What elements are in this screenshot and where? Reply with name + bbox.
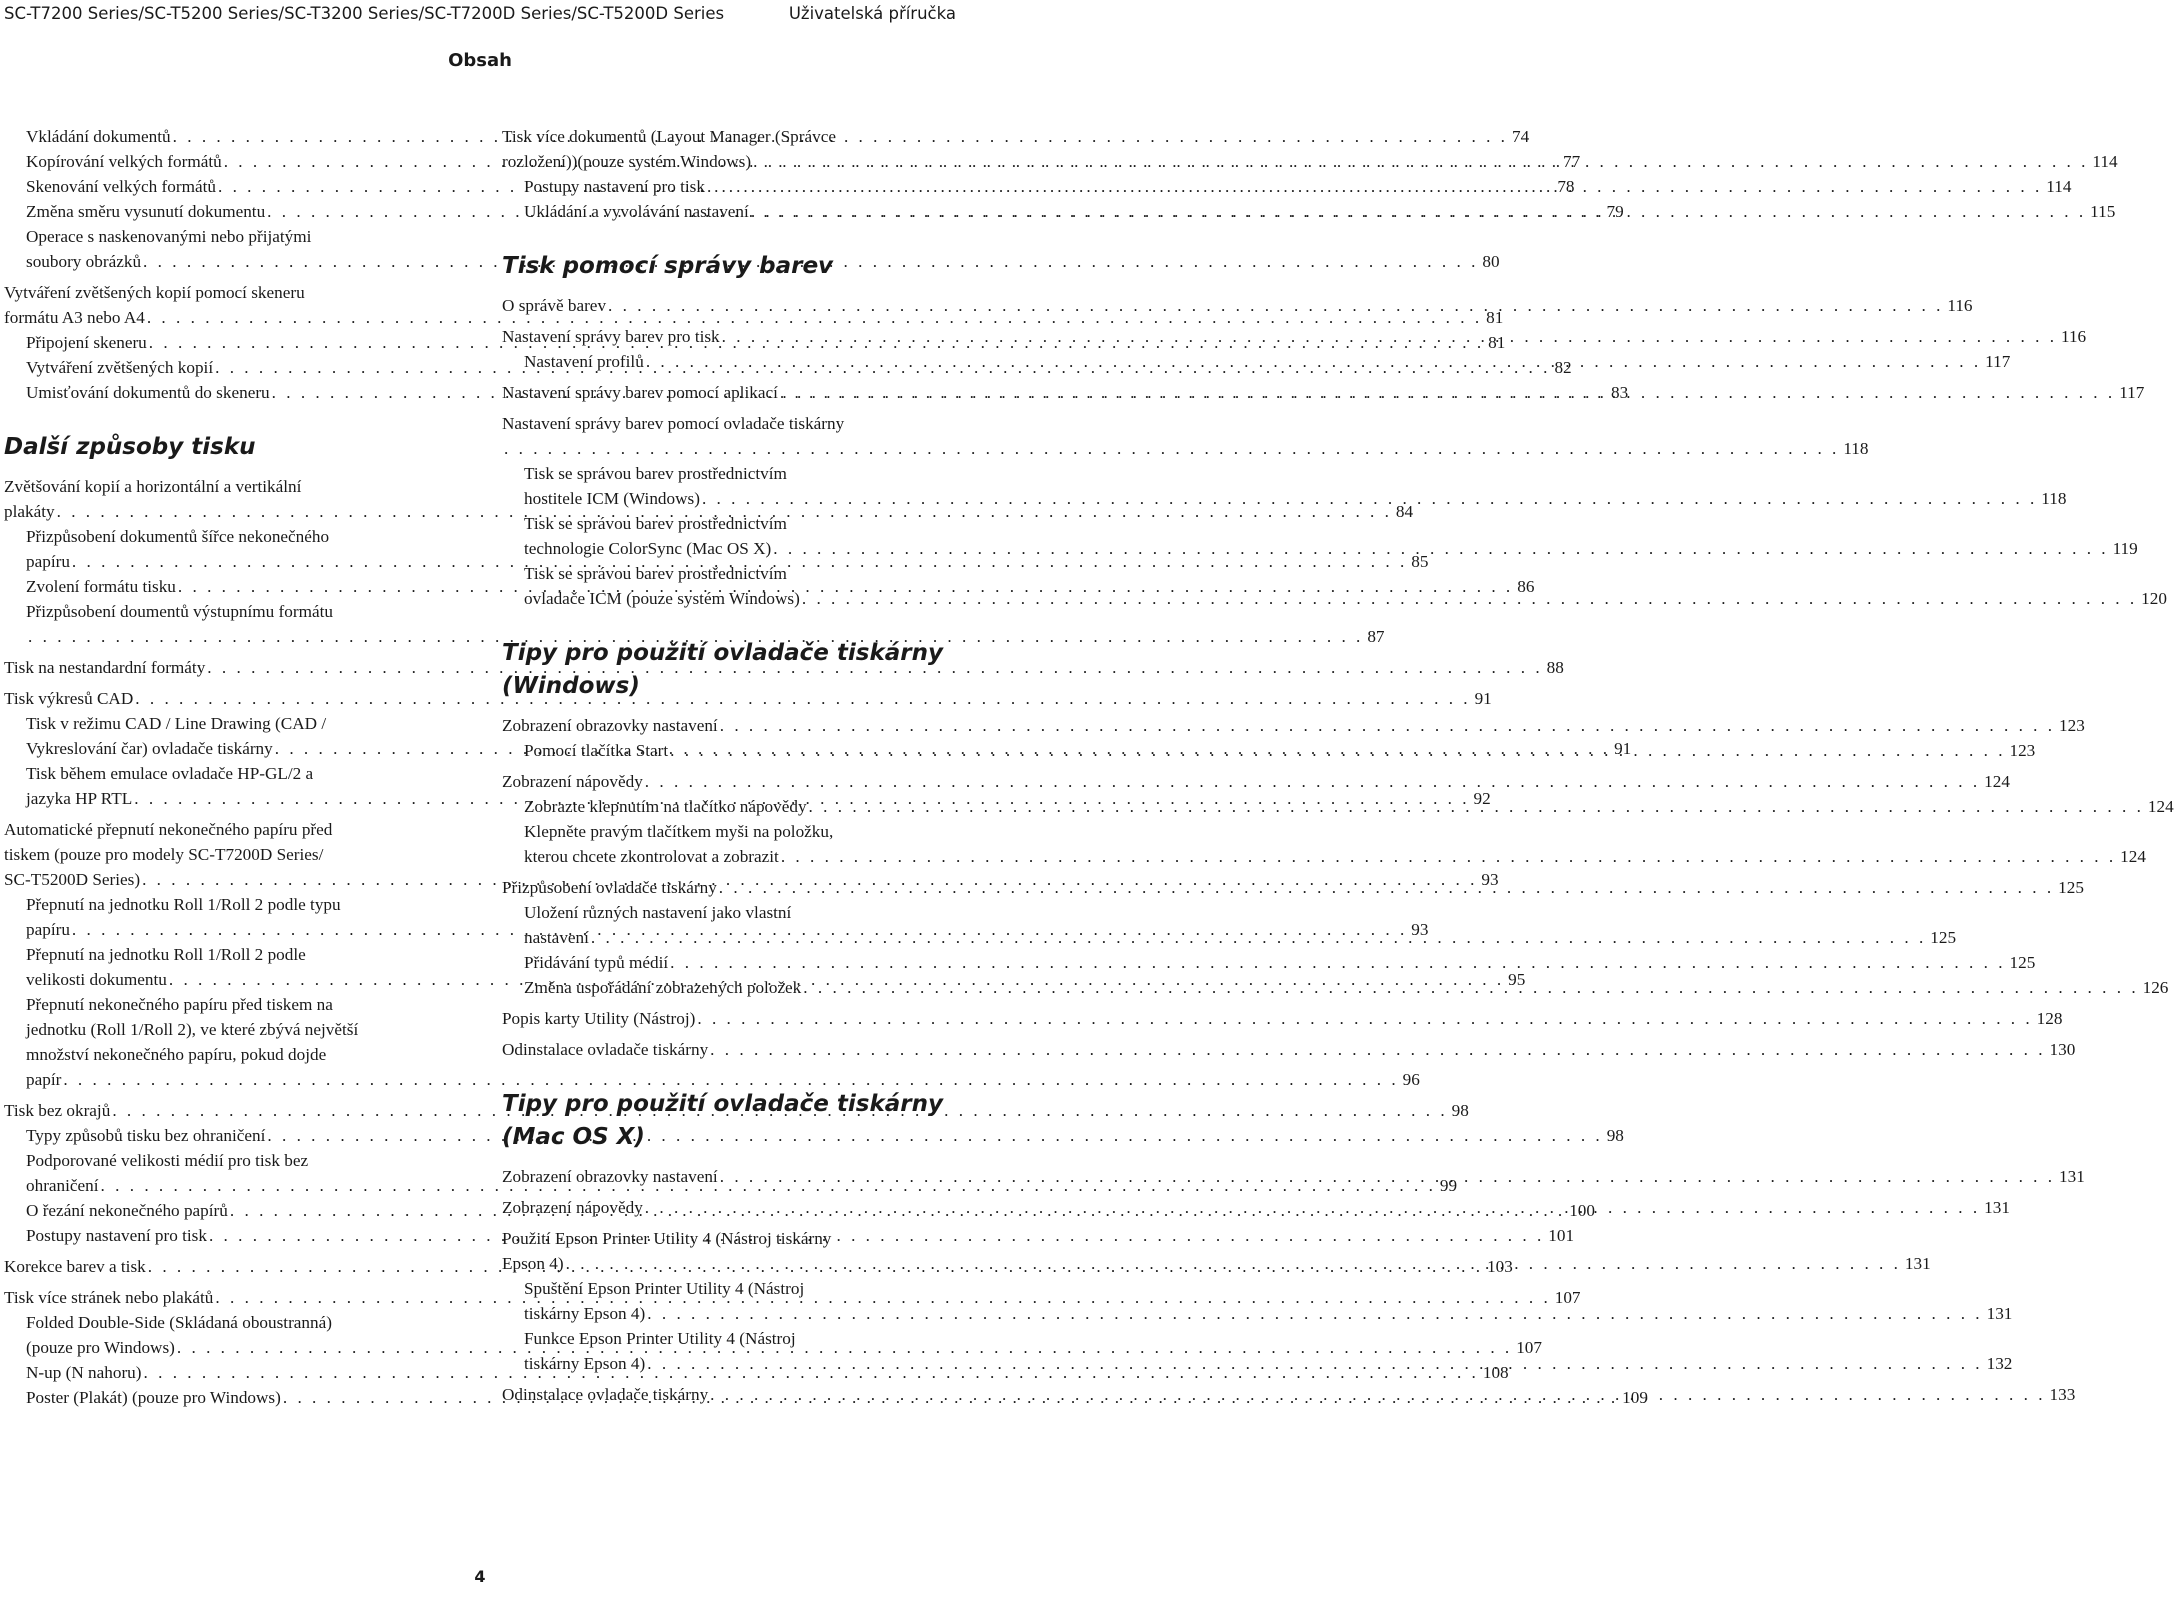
entry-page-number: 114 bbox=[2046, 177, 2072, 196]
entry-page-number: 107 bbox=[1516, 1338, 1542, 1357]
entry-title: nastavení bbox=[524, 928, 589, 947]
entry-title: hostitele ICM (Windows) bbox=[524, 489, 700, 508]
heading-line: Tipy pro použití ovladače tiskárny bbox=[502, 640, 943, 666]
entry-title: Popis karty Utility (Nástroj) bbox=[502, 1009, 696, 1028]
entry-page-number: 101 bbox=[1548, 1226, 1575, 1245]
entry-page-number: 131 bbox=[2059, 1167, 2085, 1186]
entry-title: SC-T5200D Series) bbox=[4, 870, 141, 889]
entry-text-line: Nastavení správy barev pomocí ovladače tiskárny bbox=[502, 414, 845, 433]
entry-leader-line bbox=[502, 436, 1869, 461]
entry-page-number: 115 bbox=[2090, 202, 2116, 221]
entry-page-number: 93 bbox=[1481, 870, 1499, 889]
entry-page-number: 126 bbox=[2142, 978, 2169, 997]
dot-leader bbox=[773, 536, 2108, 561]
entry-title: Tisk více stránek nebo plakátů bbox=[4, 1288, 214, 1307]
entry-page-number: 124 bbox=[2120, 847, 2146, 866]
entry-page-number: 131 bbox=[1986, 1304, 2013, 1323]
dot-leader bbox=[645, 1195, 1980, 1220]
entry-title: Přizpůsobení ovladače tiskárny bbox=[502, 878, 717, 897]
entry-title: Vykreslování čar) ovladače tiskárny bbox=[26, 739, 273, 758]
dot-leader bbox=[720, 713, 2055, 738]
entry-leader-line bbox=[26, 1067, 1420, 1092]
dot-leader bbox=[697, 1006, 2032, 1031]
entry-text-line: Tisk se správou barev prostřednictvím bbox=[524, 564, 787, 583]
entry-text-line: Přepnutí na jednotku Roll 1/Roll 2 podle typu bbox=[26, 895, 341, 914]
heading-line: Tisk pomocí správy barev bbox=[502, 253, 834, 279]
entry-page-number: 84 bbox=[1395, 502, 1414, 521]
entry-text-line: Přizpůsobení doumentů výstupnímu formátu bbox=[26, 602, 333, 621]
entry-title: Kopírování velkých formátů bbox=[26, 152, 222, 171]
entry-text-line: množství nekonečného papíru, pokud dojde bbox=[26, 1045, 327, 1064]
toc-entry[interactable] bbox=[502, 411, 1869, 461]
section-title: Obsah bbox=[448, 50, 512, 71]
entry-title: Epson 4) bbox=[502, 1254, 564, 1273]
entry-text-line: Funkce Epson Printer Utility 4 (Nástroj bbox=[524, 1329, 796, 1348]
dot-leader bbox=[710, 1382, 2045, 1407]
entry-title: Nastavení správy barev pro tisk bbox=[502, 327, 720, 346]
entry-text-line: Spuštění Epson Printer Utility 4 (Nástroj bbox=[524, 1279, 805, 1298]
entry-page-number: 88 bbox=[1546, 658, 1564, 677]
entry-page-number: 85 bbox=[1411, 552, 1429, 571]
toc-entry[interactable] bbox=[502, 769, 2010, 794]
entry-leader-line bbox=[502, 769, 2010, 794]
dot-leader bbox=[608, 293, 1943, 318]
entry-page-number: 109 bbox=[1622, 1388, 1648, 1407]
toc-entry[interactable] bbox=[4, 655, 1564, 680]
entry-title: N-up (N nahoru) bbox=[26, 1363, 142, 1382]
entry-text-line: Uložení různých nastavení jako vlastní bbox=[524, 903, 792, 922]
entry-title: Zobrazení obrazovky nastavení bbox=[502, 716, 718, 735]
dot-leader bbox=[591, 925, 1926, 950]
entry-title: Skenování velkých formátů bbox=[26, 177, 216, 196]
entry-text-line: tiskem (pouze pro modely SC-T7200D Series/ bbox=[4, 845, 324, 864]
entry-page-number: 125 bbox=[2009, 953, 2036, 972]
toc-chapter-heading bbox=[4, 431, 456, 464]
entry-leader-line bbox=[524, 486, 2067, 511]
entry-text-line: Vytváření zvětšených kopií pomocí skeneru bbox=[4, 283, 305, 302]
entry-page-number: 74 bbox=[1511, 127, 1530, 146]
entry-page-number: 107 bbox=[1554, 1288, 1581, 1307]
toc-entry[interactable] bbox=[502, 1037, 2076, 1062]
entry-page-number: 118 bbox=[2041, 489, 2067, 508]
entry-title: Korekce barev a tisk bbox=[4, 1257, 146, 1276]
entry-title: Zobrazení nápovědy bbox=[502, 772, 643, 791]
entry-page-number: 117 bbox=[1985, 352, 2011, 371]
entry-title: Zobrazte klepnutím na tlačítko nápovědy bbox=[524, 797, 807, 816]
entry-title: plakáty bbox=[4, 502, 55, 521]
entry-title: Přidávání typů médií bbox=[524, 953, 669, 972]
entry-title: rozložení))(pouze systém Windows) bbox=[502, 152, 752, 171]
running-header bbox=[0, 0, 960, 30]
dot-leader bbox=[802, 586, 2137, 611]
entry-page-number: 117 bbox=[2119, 383, 2145, 402]
entry-title: jazyka HP RTL bbox=[26, 789, 133, 808]
entry-page-number: 131 bbox=[1984, 1198, 2010, 1217]
entry-page-number: 83 bbox=[1610, 383, 1629, 402]
entry-page-number: 123 bbox=[2009, 741, 2036, 760]
dot-leader bbox=[809, 794, 2144, 819]
header-guide-title: Uživatelská příručka bbox=[788, 4, 956, 23]
dot-leader bbox=[670, 738, 2005, 763]
entry-page-number: 99 bbox=[1439, 1176, 1458, 1195]
entry-page-number: 98 bbox=[1451, 1101, 1469, 1120]
entry-page-number: 123 bbox=[2059, 716, 2085, 735]
entry-title: tiskárny Epson 4) bbox=[524, 1354, 646, 1373]
entry-page-number: 124 bbox=[1984, 772, 2010, 791]
entry-page-number: 80 bbox=[1482, 252, 1500, 271]
entry-text-line: Přepnutí nekonečného papíru před tiskem na bbox=[26, 995, 333, 1014]
entry-title: Změna uspořádání zobrazených položek bbox=[524, 978, 802, 997]
entry-title: Odinstalace ovladače tiskárny bbox=[502, 1385, 709, 1404]
entry-title: Umisťování dokumentů do skeneru bbox=[26, 383, 270, 402]
dot-leader bbox=[566, 1251, 1901, 1276]
entry-title: (pouze pro Windows) bbox=[26, 1338, 175, 1357]
entry-page-number: 125 bbox=[2058, 878, 2084, 897]
entry-title: papíru bbox=[26, 920, 70, 939]
entry-text-line: Klepněte pravým tlačítkem myši na položku, bbox=[524, 822, 834, 841]
toc-subentry[interactable] bbox=[502, 950, 2036, 975]
entry-page-number: 95 bbox=[1508, 970, 1526, 989]
heading-line: Další způsoby tisku bbox=[4, 434, 256, 460]
entry-leader-line bbox=[26, 624, 1385, 649]
entry-text-line: Přepnutí na jednotku Roll 1/Roll 2 podle bbox=[26, 945, 306, 964]
dot-leader bbox=[719, 875, 2054, 900]
entry-page-number: 130 bbox=[2049, 1040, 2076, 1059]
entry-page-number: 98 bbox=[1606, 1126, 1624, 1145]
entry-text-line: Automatické přepnutí nekonečného papíru před bbox=[4, 820, 333, 839]
entry-title: Pomocí tlačítka Start bbox=[524, 741, 669, 760]
entry-text-line: Použití Epson Printer Utility 4 (Nástroj tiskárny bbox=[502, 1229, 832, 1248]
dot-leader bbox=[645, 769, 1980, 794]
entry-text-line: Tisk v režimu CAD / Line Drawing (CAD / bbox=[26, 714, 327, 733]
dot-leader bbox=[702, 486, 2037, 511]
dot-leader bbox=[707, 174, 2042, 199]
dot-leader bbox=[646, 349, 1981, 374]
entry-title: formátu A3 nebo A4 bbox=[4, 308, 145, 327]
entry-title: Nastavení správy barev pomocí aplikací bbox=[502, 383, 778, 402]
entry-title: O správě barev bbox=[502, 296, 607, 315]
entry-title: technologie ColorSync (Mac OS X) bbox=[524, 539, 772, 558]
heading-line: (Windows) bbox=[502, 673, 640, 699]
entry-title: Zobrazení obrazovky nastavení bbox=[502, 1167, 718, 1186]
dot-leader bbox=[710, 1037, 2045, 1062]
entry-text-line: jednotku (Roll 1/Roll 2), ve které zbývá největší bbox=[26, 1020, 359, 1039]
dot-leader bbox=[781, 844, 2116, 869]
entry-page-number: 96 bbox=[1402, 1070, 1420, 1089]
entry-leader-line bbox=[502, 1037, 2076, 1062]
page-number: 4 bbox=[474, 1567, 486, 1586]
entry-page-number: 79 bbox=[1606, 202, 1624, 221]
header-product-series: SC-T7200 Series/SC-T5200 Series/SC-T3200 Series/SC-T7200D Series/SC-T5200D Series bbox=[4, 4, 725, 23]
entry-page-number: 125 bbox=[1930, 928, 1957, 947]
entry-page-number: 100 bbox=[1569, 1201, 1595, 1220]
entry-page-number: 81 bbox=[1488, 333, 1506, 352]
entry-title: Nastavení profilů bbox=[524, 352, 644, 371]
entry-title: papíru bbox=[26, 552, 70, 571]
entry-leader-line bbox=[502, 713, 2085, 738]
entry-page-number: 133 bbox=[2049, 1385, 2076, 1404]
entry-leader-line bbox=[4, 655, 1564, 680]
entry-page-number: 92 bbox=[1473, 789, 1491, 808]
entry-page-number: 124 bbox=[2147, 797, 2174, 816]
entry-title: Změna směru vysunutí dokumentu bbox=[26, 202, 266, 221]
entry-title: Typy způsobů tisku bez ohraničení bbox=[26, 1126, 266, 1145]
entry-title: Vkládání dokumentů bbox=[26, 127, 171, 146]
entry-page-number: 91 bbox=[1474, 689, 1492, 708]
entry-page-number: 118 bbox=[1843, 439, 1869, 458]
entry-page-number: 132 bbox=[1986, 1354, 2013, 1373]
dot-leader bbox=[753, 149, 2088, 174]
entry-page-number: 93 bbox=[1411, 920, 1429, 939]
toc-chapter-heading bbox=[502, 1088, 954, 1154]
entry-leader-line bbox=[502, 1006, 2063, 1031]
entry-title: O řezání nekonečného papírů bbox=[26, 1201, 228, 1220]
entry-text-line: Podporované velikosti médií pro tisk bez bbox=[26, 1151, 309, 1170]
entry-text-line: Přizpůsobení dokumentů šířce nekonečného bbox=[26, 527, 330, 546]
entry-title: Poster (Plakát) (pouze pro Windows) bbox=[26, 1388, 281, 1407]
dot-leader bbox=[670, 950, 2005, 975]
entry-title: Zobrazení nápovědy bbox=[502, 1198, 643, 1217]
entry-page-number: 119 bbox=[2112, 539, 2138, 558]
dot-leader bbox=[647, 1301, 1982, 1326]
entry-page-number: 103 bbox=[1487, 1257, 1513, 1276]
entry-title: Odinstalace ovladače tiskárny bbox=[502, 1040, 709, 1059]
dot-leader bbox=[722, 324, 2057, 349]
entry-title: Postupy nastavení pro tisk bbox=[26, 1226, 207, 1245]
entry-leader-line bbox=[524, 1301, 2013, 1326]
entry-title: tiskárny Epson 4) bbox=[524, 1304, 646, 1323]
entry-page-number: 114 bbox=[2092, 152, 2118, 171]
dot-leader bbox=[647, 1351, 1982, 1376]
entry-text-line: Tisk během emulace ovladače HP-GL/2 a bbox=[26, 764, 314, 783]
toc-chapter-heading bbox=[502, 250, 954, 283]
entry-leader-line bbox=[524, 536, 2138, 561]
dot-leader bbox=[751, 199, 2086, 224]
entry-page-number: 120 bbox=[2141, 589, 2167, 608]
entry-page-number: 108 bbox=[1482, 1363, 1509, 1382]
heading-line: (Mac OS X) bbox=[502, 1124, 645, 1150]
entry-leader-line bbox=[524, 950, 2036, 975]
entry-page-number: 81 bbox=[1486, 308, 1504, 327]
entry-title: soubory obrázků bbox=[26, 252, 142, 271]
entry-text-line: Tisk se správou barev prostřednictvím bbox=[524, 514, 787, 533]
entry-title: papír bbox=[26, 1070, 62, 1089]
entry-text-line: Folded Double-Side (Skládaná oboustranná) bbox=[26, 1313, 332, 1332]
dot-leader bbox=[720, 1164, 2055, 1189]
toc-subentry[interactable] bbox=[4, 599, 1385, 649]
heading-line: Tipy pro použití ovladače tiskárny bbox=[502, 1091, 943, 1117]
entry-title: Ukládání a vyvolávání nastavení bbox=[524, 202, 749, 221]
toc-chapter-heading bbox=[502, 637, 954, 703]
entry-title: Tisk bez okrajů bbox=[4, 1101, 111, 1120]
entry-page-number: 82 bbox=[1554, 358, 1572, 377]
entry-text-line: Operace s naskenovanými nebo přijatými bbox=[26, 227, 312, 246]
entry-page-number: 116 bbox=[2060, 327, 2087, 346]
entry-title: velikosti dokumentu bbox=[26, 970, 167, 989]
toc-subentry[interactable] bbox=[502, 819, 2146, 869]
entry-text-line: Tisk se správou barev prostřednictvím bbox=[524, 464, 787, 483]
entry-title: ohraničení bbox=[26, 1176, 99, 1195]
entry-page-number: 87 bbox=[1367, 627, 1385, 646]
entry-title: Připojení skeneru bbox=[26, 333, 147, 352]
entry-title: Zvolení formátu tisku bbox=[26, 577, 176, 596]
entry-title: Postupy nastavení pro tisk bbox=[524, 177, 705, 196]
entry-page-number: 91 bbox=[1614, 739, 1632, 758]
entry-page-number: 128 bbox=[2036, 1009, 2063, 1028]
dot-leader bbox=[803, 975, 2138, 1000]
dot-leader bbox=[504, 436, 1839, 461]
toc-entry[interactable] bbox=[502, 1006, 2063, 1031]
toc-subentry[interactable] bbox=[502, 461, 2067, 511]
toc-entry[interactable] bbox=[502, 713, 2085, 738]
entry-title: ovladače ICM (pouze systém Windows) bbox=[524, 589, 800, 608]
entry-page-number: 116 bbox=[1947, 296, 1973, 315]
entry-title: kterou chcete zkontrolovat a zobrazit bbox=[524, 847, 779, 866]
entry-page-number: 131 bbox=[1904, 1254, 1931, 1273]
entry-text-line: Tisk více dokumentů (Layout Manager (Správce bbox=[502, 127, 836, 146]
entry-text-line: Zvětšování kopií a horizontální a vertikální bbox=[4, 477, 302, 496]
entry-title: Vytváření zvětšených kopií bbox=[26, 358, 214, 377]
entry-leader-line bbox=[524, 844, 2146, 869]
entry-page-number: 86 bbox=[1517, 577, 1535, 596]
entry-title: Tisk výkresů CAD bbox=[4, 689, 134, 708]
entry-page-number: 77 bbox=[1563, 152, 1581, 171]
entry-page-number: 78 bbox=[1557, 177, 1575, 196]
entry-title: Tisk na nestandardní formáty bbox=[4, 658, 206, 677]
dot-leader bbox=[780, 380, 2115, 405]
